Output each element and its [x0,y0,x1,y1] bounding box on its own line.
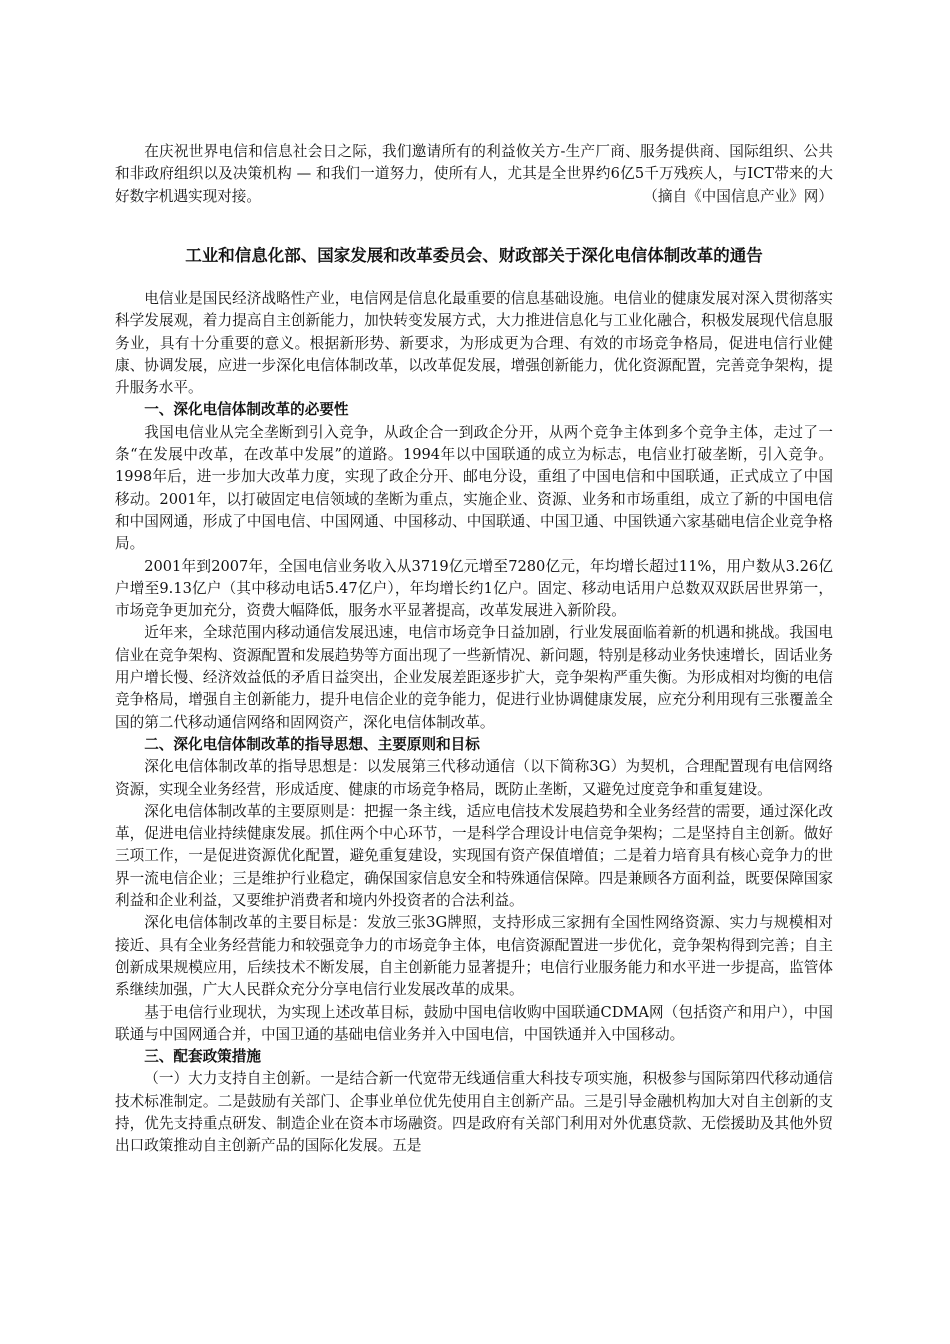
section-heading: 一、深化电信体制改革的必要性 [144,401,349,419]
source-citation: （摘自《中国信息产业》网） [643,187,833,205]
paragraph: （一）大力支持自主创新。一是结合新一代宽带无线通信重大科技专项实施，积极参与国际第四代移动通信技术标准制定。二是鼓励有关部门、企事业单位优先使用自主创新产品。三是引导金融机构加大对自主创新的支持，优先支持重点研发、制造企业在资本市场融资。四是政府有关部门利用对外优惠贷款、无偿援助及其他外贸出口政策推动自主创新产品的国际化发展。五是 [115,1070,833,1155]
paragraph: 深化电信体制改革的主要目标是：发放三张3G牌照，支持形成三家拥有全国性网络资源、实力与规模相对接近、具有全业务经营能力和较强竞争力的市场竞争主体，电信资源配置进一步优化，竞争架构得到完善；自主创新成果规模应用，后续技术不断发展，自主创新能力显著提升；电信行业服务能力和水平进一步提高，监管体系继续加强，广大人民群众充分分享电信行业发展改革的成果。 [115,914,833,999]
paragraph: 深化电信体制改革的指导思想是：以发展第三代移动通信（以下简称3G）为契机，合理配置现有电信网络资源，实现全业务经营，形成适度、健康的市场竞争格局，既防止垄断，又避免过度竞争和重复建设。 [115,758,833,798]
intro-text: 在庆祝世界电信和信息社会日之际，我们邀请所有的利益攸关方-生产厂商、服务提供商、国际组织、公共和非政府组织以及决策机构 — 和我们一道努力，使所有人，尤其是全世界约6亿5千万残疾人，与ICT带来的大好数字机遇实现对接。 [115,143,833,205]
paragraph: 2001年到2007年，全国电信业务收入从3719亿元增至7280亿元，年均增长超过11%，用户数从3.26亿户增至9.13亿户（其中移动电话5.47亿户），年均增长约1亿户。固定、移动电话用户总数双双跃居世界第一，市场竞争更加充分，资费大幅降低，服务水平显著提高，改革发展进入新阶段。 [115,557,833,620]
paragraph: 我国电信业从完全垄断到引入竞争，从政企合一到政企分开，从两个竞争主体到多个竞争主体，走过了一条“在发展中改革，在改革中发展”的道路。1994年以中国联通的成立为标志，电信业打破垄断，引入竞争。1998年后，进一步加大改革力度，实现了政企分开、邮电分设，重组了中国电信和中国联通，正式成立了中国移动。2001年，以打破固定电信领域的垄断为重点，实施企业、资源、业务和市场重组，成立了新的中国电信和中国网通，形成了中国电信、中国网通、中国移动、中国联通、中国卫通、中国铁通六家基础电信企业竞争格局。 [115,423,833,553]
intro-paragraph [115,141,833,208]
document-title: 工业和信息化部、国家发展和改革委员会、财政部关于深化电信体制改革的通告 [185,246,763,265]
article-body [115,288,833,1158]
paragraph: 近年来，全球范围内移动通信发展迅速，电信市场竞争日益加剧，行业发展面临着新的机遇和挑战。我国电信业在竞争架构、资源配置和发展趋势等方面出现了一些新情况、新问题，特别是移动业务快速增长，固话业务用户增长慢、经济效益低的矛盾日益突出，企业发展差距逐步扩大，竞争架构严重失衡。为形成相对均衡的电信竞争格局，增强自主创新能力，提升电信企业的竞争能力，促进行业协调健康发展，应充分利用现有三张覆盖全国的第二代移动通信网络和固网资产，深化电信体制改革。 [115,624,833,731]
paragraph: 电信业是国民经济战略性产业，电信网是信息化最重要的信息基础设施。电信业的健康发展对深入贯彻落实科学发展观，着力提高自主创新能力，加快转变发展方式，大力推进信息化与工业化融合，积极发展现代信息服务业，具有十分重要的意义。根据新形势、新要求，为形成更为合理、有效的市场竞争格局，促进电信行业健康、协调发展，应进一步深化电信体制改革，以改革促发展，增强创新能力，优化资源配置，完善竞争架构，提升服务水平。 [115,290,833,397]
section-heading: 二、深化电信体制改革的指导思想、主要原则和目标 [144,735,480,753]
paragraph: 深化电信体制改革的主要原则是：把握一条主线，适应电信技术发展趋势和全业务经营的需要，通过深化改革，促进电信业持续健康发展。抓住两个中心环节，一是科学合理设计电信竞争架构；二是坚持自主创新。做好三项工作，一是促进资源优化配置，避免重复建设，实现国有资产保值增值；二是着力培育具有核心竞争力的世界一流电信企业；三是维护行业稳定，确保国家信息安全和特殊通信保障。四是兼顾各方面利益，既要保障国家利益和企业利益，又要维护消费者和境内外投资者的合法利益。 [115,802,833,910]
section-heading: 三、配套政策措施 [144,1048,261,1066]
paragraph: 基于电信行业现状，为实现上述改革目标，鼓励中国电信收购中国联通CDMA网（包括资产和用户），中国联通与中国网通合并，中国卫通的基础电信业务并入中国电信，中国铁通并入中国移动。 [115,1003,833,1043]
